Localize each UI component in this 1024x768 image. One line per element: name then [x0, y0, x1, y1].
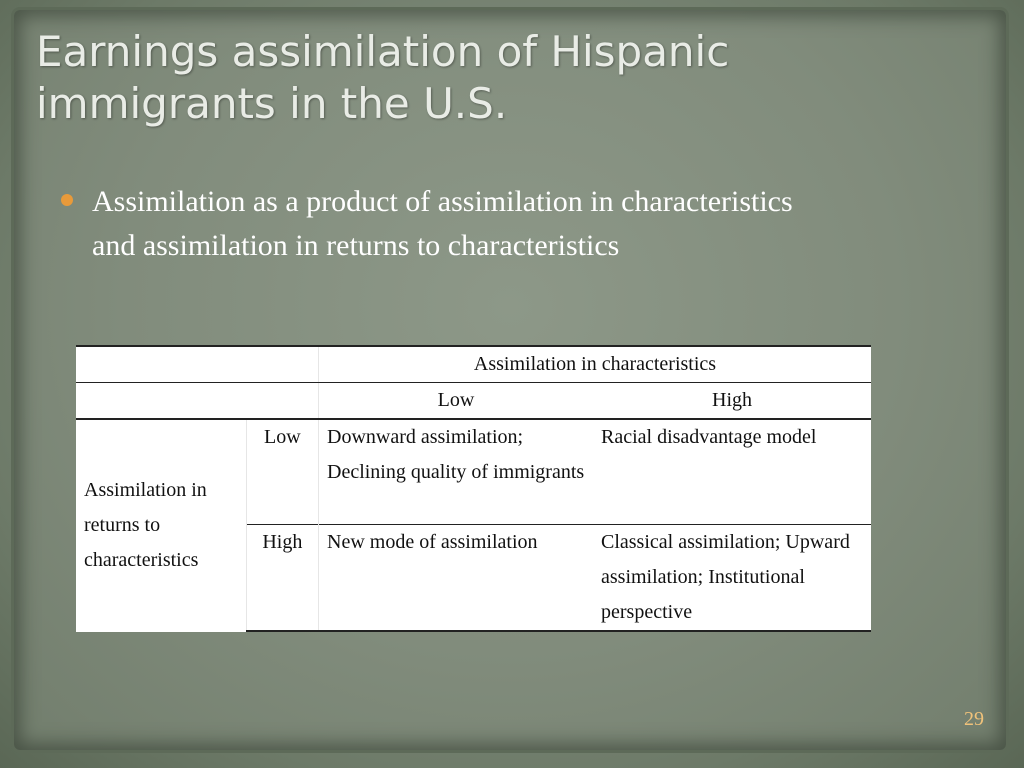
cell-low-low: Downward assimilation; Declining quality of immigrants: [327, 426, 585, 483]
empty-corner-cell-2: [76, 383, 319, 420]
row-header-low: Low: [246, 419, 318, 525]
bullet-text: Assimilation as a product of assimilation in characteristics and assimilation in returns to characteristics: [92, 185, 793, 262]
assimilation-matrix-table: [76, 345, 871, 632]
empty-corner-cell: [76, 346, 319, 383]
column-group-header: Assimilation in characteristics: [319, 346, 872, 383]
row-header-high: High: [246, 525, 318, 632]
column-header-low: Low: [319, 383, 594, 420]
table-row-low: [76, 419, 871, 525]
cell-high-low: New mode of assimilation: [319, 525, 594, 632]
page-number: 29: [964, 708, 984, 730]
slide-title: Earnings assimilation of Hispanic immigrants in the U.S.: [36, 27, 730, 128]
cell-high-high: Classical assimilation; Upward assimilation; Institutional perspective: [593, 525, 871, 632]
bullet-dot-icon: [61, 194, 73, 206]
table-subheader-row: [76, 383, 871, 420]
column-header-high: High: [593, 383, 871, 420]
cell-low-high: Racial disadvantage model: [601, 426, 817, 448]
table-header-row: [76, 346, 871, 383]
row-group-header: Assimilation in returns to characteristics: [76, 419, 246, 631]
bullet-item: [62, 180, 822, 268]
